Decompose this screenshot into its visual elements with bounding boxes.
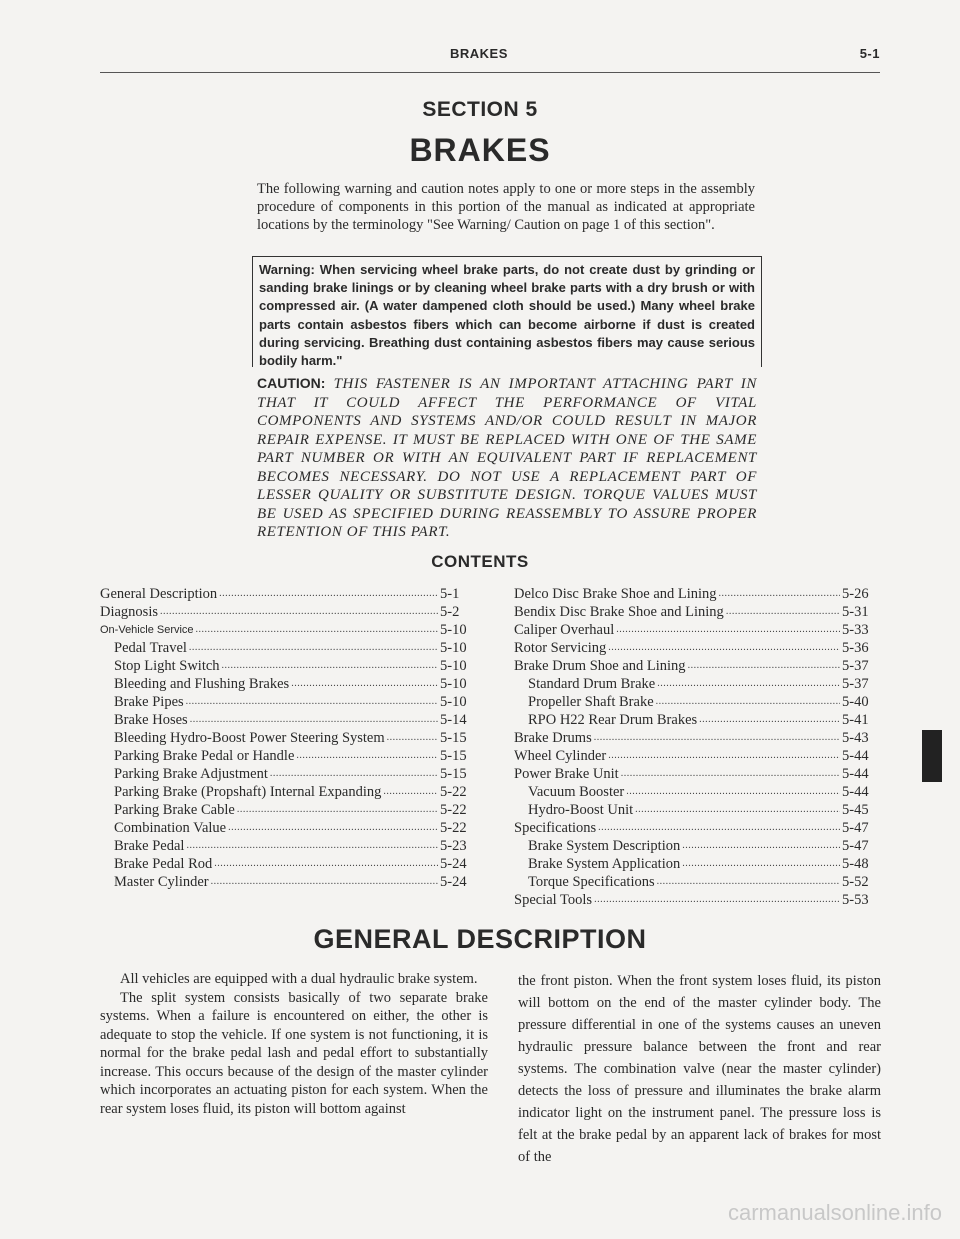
- toc-leader: [726, 603, 840, 621]
- toc-entry-page: 5-10: [440, 694, 467, 710]
- toc-leader: [196, 621, 438, 639]
- toc-entry-page: 5-1: [440, 586, 460, 602]
- toc-leader: [608, 747, 840, 765]
- toc-entry-page: 5-53: [842, 892, 869, 908]
- toc-entry[interactable]: [100, 801, 478, 819]
- toc-entry-page: 5-48: [842, 856, 869, 872]
- toc-leader: [688, 657, 840, 675]
- toc-entry-title: Parking Brake Pedal or Handle: [114, 748, 295, 764]
- toc-entry[interactable]: [514, 891, 880, 909]
- toc-entry-title: Standard Drum Brake: [528, 676, 656, 692]
- toc-entry-title: Special Tools: [514, 892, 593, 908]
- toc-leader: [237, 801, 438, 819]
- toc-leader: [621, 765, 840, 783]
- toc-entry-title: Brake System Description: [528, 838, 681, 854]
- toc-entry[interactable]: [514, 657, 880, 675]
- toc-entry-page: 5-15: [440, 730, 467, 746]
- toc-entry-page: 5-15: [440, 766, 467, 782]
- toc-entry[interactable]: [100, 621, 478, 639]
- toc-leader: [387, 729, 438, 747]
- toc-leader: [719, 585, 840, 603]
- toc-entry-title: On-Vehicle Service: [100, 624, 194, 636]
- toc-entry-title: Hydro-Boost Unit: [528, 802, 634, 818]
- body-column-right: [518, 970, 881, 1168]
- toc-entry-page: 5-37: [842, 658, 869, 674]
- toc-entry-page: 5-47: [842, 838, 869, 854]
- toc-entry[interactable]: [100, 603, 478, 621]
- toc-leader: [186, 693, 438, 711]
- toc-entry-page: 5-45: [842, 802, 869, 818]
- toc-leader: [383, 783, 438, 801]
- body-column-left: [100, 970, 488, 1118]
- toc-entry[interactable]: [100, 711, 478, 729]
- toc-leader: [626, 783, 840, 801]
- toc-entry-title: Bendix Disc Brake Shoe and Lining: [514, 604, 724, 620]
- toc-entry[interactable]: [514, 855, 880, 873]
- toc-entry[interactable]: [514, 603, 880, 621]
- toc-entry-title: Parking Brake Cable: [114, 802, 235, 818]
- toc-entry-title: Pedal Travel: [114, 640, 187, 656]
- toc-leader: [186, 837, 438, 855]
- toc-leader: [296, 747, 438, 765]
- toc-leader: [657, 873, 840, 891]
- toc-entry-title: General Description: [100, 586, 218, 602]
- body-paragraph: The split system consists basically of two separate brake systems. When a failure is encountered on either, the other is adequate to stop the vehicle. If one system is not functioning, it is normal for the brake pedal lash and pedal effort to substantially increase. This occurs because of the design of the master cylinder which incorporates an actuating piston for each system. When the rear system loses fluid, its piston will bottom against: [100, 989, 488, 1117]
- toc-entry[interactable]: [514, 693, 880, 711]
- toc-entry-title: Parking Brake (Propshaft) Internal Expanding: [114, 784, 382, 800]
- toc-leader: [228, 819, 438, 837]
- body-paragraph: the front piston. When the front system loses fluid, its piston will bottom on the end of the master cylinder body. The pressure differential in one of the systems causes an uneven hydraulic pressure balance between the front and rear systems. The combination valve (near the master cylinder) detects the loss of pressure and illuminates the brake alarm indicator light on the instrument panel. The pressure loss is felt at the brake pedal by an apparent lack of brakes for most of the: [518, 973, 881, 1165]
- running-head-title: BRAKES: [450, 46, 508, 61]
- toc-entry[interactable]: [514, 729, 880, 747]
- toc-entry-page: 5-24: [440, 856, 467, 872]
- toc-entry-title: Master Cylinder: [114, 874, 209, 890]
- toc-entry-title: Caliper Overhaul: [514, 622, 615, 638]
- toc-entry-title: Diagnosis: [100, 604, 158, 620]
- toc-entry-title: Torque Specifications: [528, 874, 655, 890]
- toc-entry[interactable]: [514, 585, 880, 603]
- caution-text: THIS FASTENER IS AN IMPORTANT ATTACHING PART IN THAT IT COULD AFFECT THE PERFORMANCE OF VITAL COMPONENTS AND SYSTEMS AND/OR COULD RESULT IN MAJOR REPAIR EXPENSE. IT MUST BE REPLACED WITH ONE OF THE SAME PART NUMBER OR WITH AN EQUIVALENT PART IF REPLACEMENT BECOMES NECESSARY. DO NOT USE A REPLACEMENT PART OF LESSER QUALITY OR SUBSTITUTE DESIGN. TORQUE VALUES MUST BE USED AS SPECIFIED DURING REASSEMBLY TO ASSURE PROPER RETENTION OF THIS PART.: [257, 376, 758, 540]
- toc-entry-page: 5-44: [842, 748, 869, 764]
- toc-entry-title: Bleeding Hydro-Boost Power Steering System: [114, 730, 385, 746]
- caution-lead: CAUTION:: [257, 375, 326, 391]
- toc-entry[interactable]: [514, 711, 880, 729]
- toc-left-column: [100, 585, 478, 891]
- toc-entry[interactable]: [100, 693, 478, 711]
- toc-entry-title: Stop Light Switch: [114, 658, 220, 674]
- toc-entry[interactable]: [100, 855, 478, 873]
- toc-entry[interactable]: [100, 873, 478, 891]
- caution-note: [257, 374, 757, 542]
- toc-entry-title: Propeller Shaft Brake: [528, 694, 654, 710]
- toc-leader: [682, 855, 840, 873]
- toc-leader: [656, 693, 840, 711]
- toc-leader: [657, 675, 840, 693]
- intro-paragraph: The following warning and caution notes apply to one or more steps in the assembly procedure of components in this portion of the manual as indicated at appropriate locations by the terminology "See Warning/ Caution on page 1 of this section".: [257, 181, 755, 233]
- toc-leader: [616, 621, 840, 639]
- section-label: SECTION 5: [422, 98, 538, 121]
- toc-entry[interactable]: [100, 729, 478, 747]
- toc-entry-page: 5-44: [842, 784, 869, 800]
- toc-entry-page: 5-22: [440, 802, 467, 818]
- toc-entry-title: Brake Drum Shoe and Lining: [514, 658, 686, 674]
- toc-entry[interactable]: [514, 747, 880, 765]
- toc-entry[interactable]: [514, 639, 880, 657]
- toc-entry-page: 5-33: [842, 622, 869, 638]
- toc-leader: [211, 873, 438, 891]
- toc-entry-title: Brake Pipes: [114, 694, 184, 710]
- toc-leader: [635, 801, 840, 819]
- toc-leader: [291, 675, 438, 693]
- toc-entry-page: 5-31: [842, 604, 869, 620]
- toc-entry-title: Brake Pedal Rod: [114, 856, 213, 872]
- toc-entry[interactable]: [100, 639, 478, 657]
- toc-entry-page: 5-36: [842, 640, 869, 656]
- toc-entry-page: 5-10: [440, 640, 467, 656]
- toc-entry-page: 5-10: [440, 622, 467, 638]
- toc-entry[interactable]: [514, 801, 880, 819]
- toc-entry-page: 5-14: [440, 712, 467, 728]
- toc-entry[interactable]: [514, 873, 880, 891]
- toc-entry-title: Brake Drums: [514, 730, 592, 746]
- toc-entry-title: Brake Hoses: [114, 712, 188, 728]
- toc-entry-title: Rotor Servicing: [514, 640, 607, 656]
- toc-leader: [682, 837, 840, 855]
- toc-entry-title: Brake System Application: [528, 856, 681, 872]
- toc-entry[interactable]: [514, 837, 880, 855]
- toc-entry-page: 5-41: [842, 712, 869, 728]
- warning-box: Warning: When servicing wheel brake parts, do not create dust by grinding or sanding brake linings or by cleaning wheel brake parts with a dry brush or with compressed air. (A water dampened cloth should be used.) Many wheel brake parts contain asbestos fibers which can become airborne if dust is created during servicing. Breathing dust containing asbestos fibers may cause serious bodily harm.": [252, 256, 762, 367]
- toc-leader: [222, 657, 438, 675]
- toc-leader: [160, 603, 438, 621]
- section-title: BRAKES: [409, 132, 551, 168]
- toc-entry-title: Combination Value: [114, 820, 227, 836]
- toc-leader: [598, 819, 840, 837]
- general-description-heading: GENERAL DESCRIPTION: [313, 924, 647, 954]
- toc-leader: [189, 639, 438, 657]
- toc-entry[interactable]: [100, 783, 478, 801]
- toc-entry-page: 5-22: [440, 784, 467, 800]
- toc-leader: [214, 855, 438, 873]
- toc-leader: [270, 765, 438, 783]
- toc-entry[interactable]: [514, 765, 880, 783]
- toc-entry[interactable]: [100, 765, 478, 783]
- toc-leader: [699, 711, 840, 729]
- toc-entry[interactable]: [100, 585, 478, 603]
- toc-leader: [594, 891, 840, 909]
- toc-entry-page: 5-44: [842, 766, 869, 782]
- page-number: 5-1: [859, 46, 880, 61]
- toc-entry-page: 5-24: [440, 874, 467, 890]
- toc-leader: [219, 585, 438, 603]
- toc-entry[interactable]: [514, 675, 880, 693]
- toc-leader: [594, 729, 840, 747]
- toc-entry-page: 5-22: [440, 820, 467, 836]
- toc-entry[interactable]: [100, 657, 478, 675]
- toc-entry[interactable]: [100, 675, 478, 693]
- body-paragraph: All vehicles are equipped with a dual hydraulic brake system.: [120, 971, 478, 987]
- toc-entry-title: Brake Pedal: [114, 838, 185, 854]
- toc-leader: [608, 639, 840, 657]
- toc-entry-title: Delco Disc Brake Shoe and Lining: [514, 586, 717, 602]
- toc-right-column: [514, 585, 880, 909]
- toc-entry-page: 5-43: [842, 730, 869, 746]
- toc-entry-page: 5-52: [842, 874, 869, 890]
- toc-entry-title: Bleeding and Flushing Brakes: [114, 676, 290, 692]
- toc-entry-title: Vacuum Booster: [528, 784, 625, 800]
- watermark: carmanualsonline.info: [727, 1200, 942, 1225]
- toc-entry-title: Specifications: [514, 820, 597, 836]
- toc-entry-page: 5-15: [440, 748, 467, 764]
- toc-leader: [190, 711, 438, 729]
- toc-entry-page: 5-26: [842, 586, 869, 602]
- contents-heading: CONTENTS: [431, 552, 529, 571]
- toc-entry-page: 5-40: [842, 694, 869, 710]
- toc-entry-page: 5-37: [842, 676, 869, 692]
- toc-entry-title: Wheel Cylinder: [514, 748, 607, 764]
- toc-entry-page: 5-23: [440, 838, 467, 854]
- toc-entry-page: 5-47: [842, 820, 869, 836]
- toc-entry-page: 5-2: [440, 604, 460, 620]
- toc-entry-page: 5-10: [440, 676, 467, 692]
- header-rule: [100, 72, 880, 73]
- toc-entry[interactable]: [100, 819, 478, 837]
- toc-entry[interactable]: [514, 819, 880, 837]
- toc-entry-title: Parking Brake Adjustment: [114, 766, 268, 782]
- section-tab-marker: [922, 730, 942, 782]
- toc-entry-title: Power Brake Unit: [514, 766, 619, 782]
- toc-entry[interactable]: [514, 783, 880, 801]
- toc-entry[interactable]: [100, 747, 478, 765]
- toc-entry-page: 5-10: [440, 658, 467, 674]
- toc-entry[interactable]: [100, 837, 478, 855]
- toc-entry[interactable]: [514, 621, 880, 639]
- toc-entry-title: RPO H22 Rear Drum Brakes: [528, 712, 698, 728]
